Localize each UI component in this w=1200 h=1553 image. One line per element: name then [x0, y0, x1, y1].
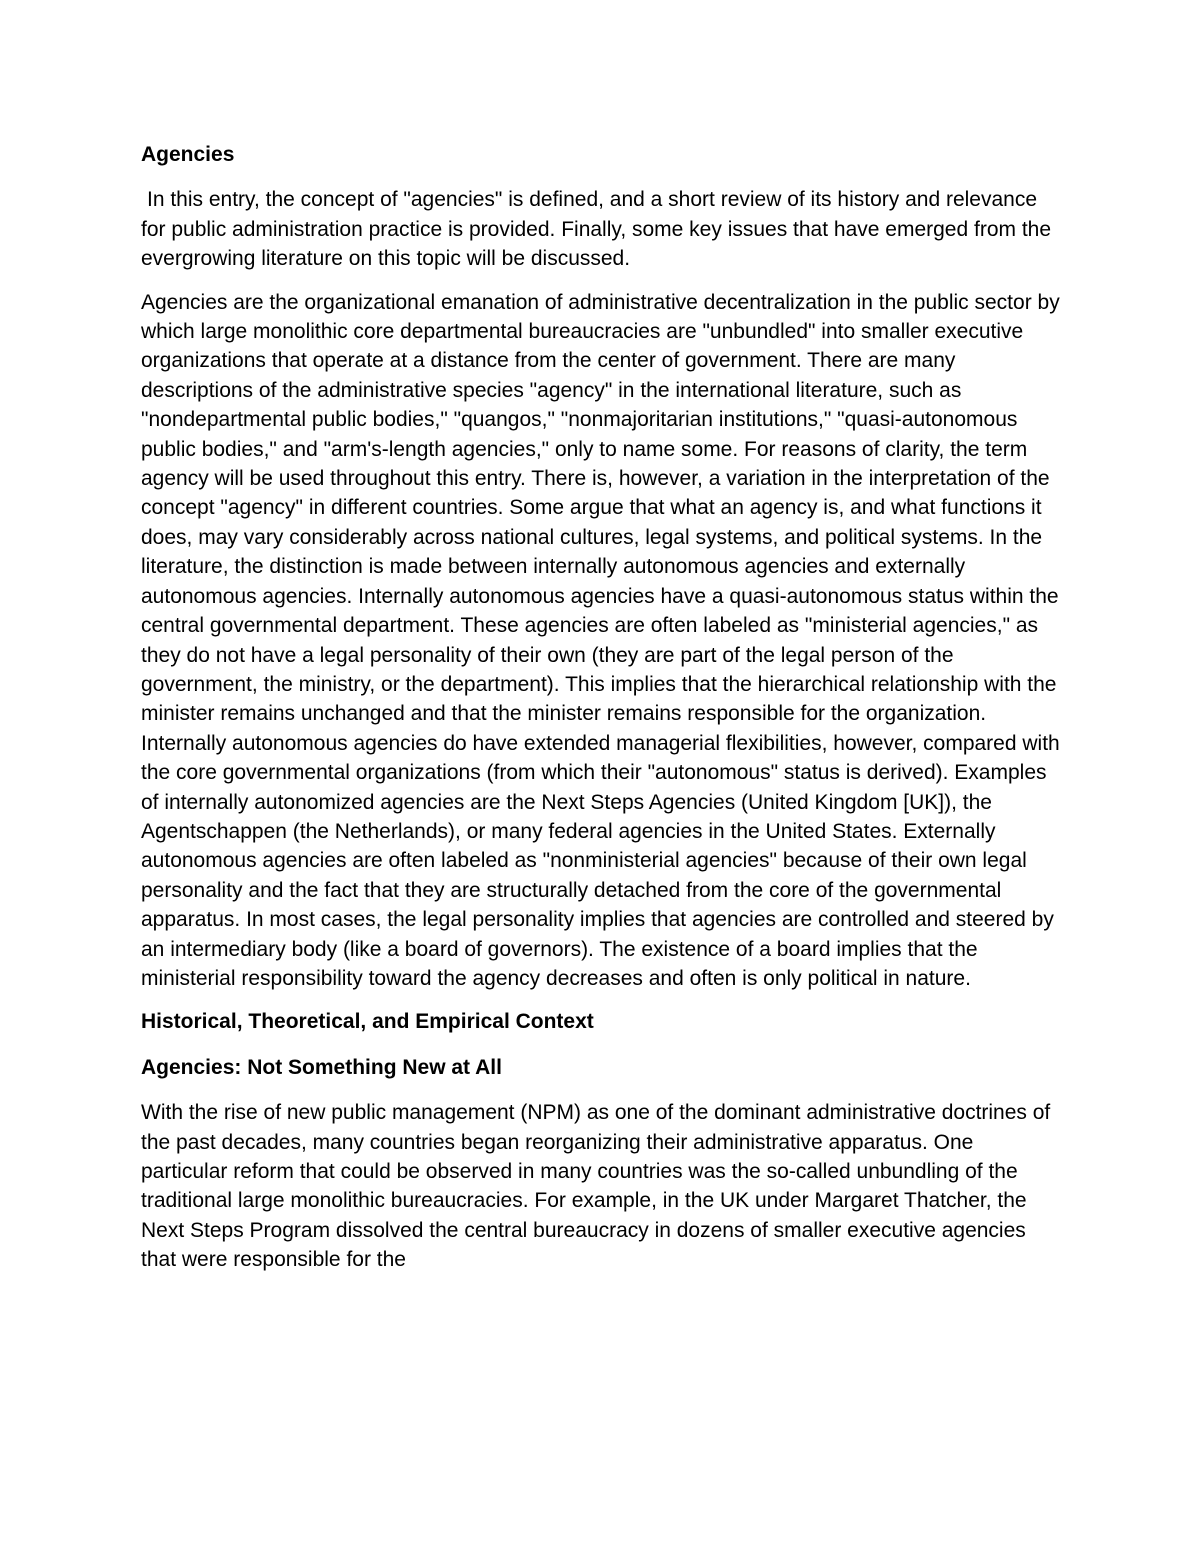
- definition-paragraph: Agencies are the organizational emanation of administrative decentralization in the public sector by which large monolithic core departmental bureaucracies are "unbundled" into smaller executive organizations that operate at a distance from the center of government. There are many descriptions of the administrative species "agency" in the international literature, such as "nondepartmental public bodies," "quangos," "nonmajoritarian institutions," "quasi-autonomous public bodies," and "arm's-length agencies," only to name some. For reasons of clarity, the term agency will be used throughout this entry. There is, however, a variation in the interpretation of the concept "agency" in different countries. Some argue that what an agency is, and what functions it does, may vary considerably across national cultures, legal systems, and political systems. In the literature, the distinction is made between internally autonomous agencies and externally autonomous agencies. Internally autonomous agencies have a quasi-autonomous status within the central governmental department. These agencies are often labeled as "ministerial agencies," as they do not have a legal personality of their own (they are part of the legal person of the government, the ministry, or the department). This implies that the hierarchical relationship with the minister remains unchanged and that the minister remains responsible for the organization. Internally autonomous agencies do have extended managerial flexibilities, however, compared with the core governmental organizations (from which their "autonomous" status is derived). Examples of internally autonomized agencies are the Next Steps Agencies (United Kingdom [UK]), the Agentschappen (the Netherlands), or many federal agencies in the United States. Externally autonomous agencies are often labeled as "nonministerial agencies" because of their own legal personality and the fact that they are structurally detached from the core of the governmental apparatus. In most cases, the legal personality implies that agencies are controlled and steered by an intermediary body (like a board of governors). The existence of a board implies that the ministerial responsibility toward the agency decreases and often is only political in nature.: [141, 290, 1060, 990]
- section-heading-context: Historical, Theoretical, and Empirical Context: [141, 1010, 594, 1034]
- intro-paragraph: In this entry, the concept of "agencies" is defined, and a short review of its history and relevance for public administration practice is provided. Finally, some key issues that have emerged from the evergrowing literature on this topic will be discussed.: [141, 188, 1052, 271]
- document-title: Agencies: [141, 143, 235, 166]
- npm-paragraph: With the rise of new public management (NPM) as one of the dominant administrative doctrines of the past decades, many countries began reorganizing their administrative apparatus. One particular reform that could be observed in many countries was the so-called unbundling of the traditional large monolithic bureaucracies. For example, in the UK under Margaret Thatcher, the Next Steps Program dissolved the central bureaucracy in dozens of smaller executive agencies that were responsible for the: [141, 1101, 1051, 1272]
- document-body: [141, 140, 1061, 1289]
- subsection-heading-not-new: Agencies: Not Something New at All: [141, 1055, 502, 1079]
